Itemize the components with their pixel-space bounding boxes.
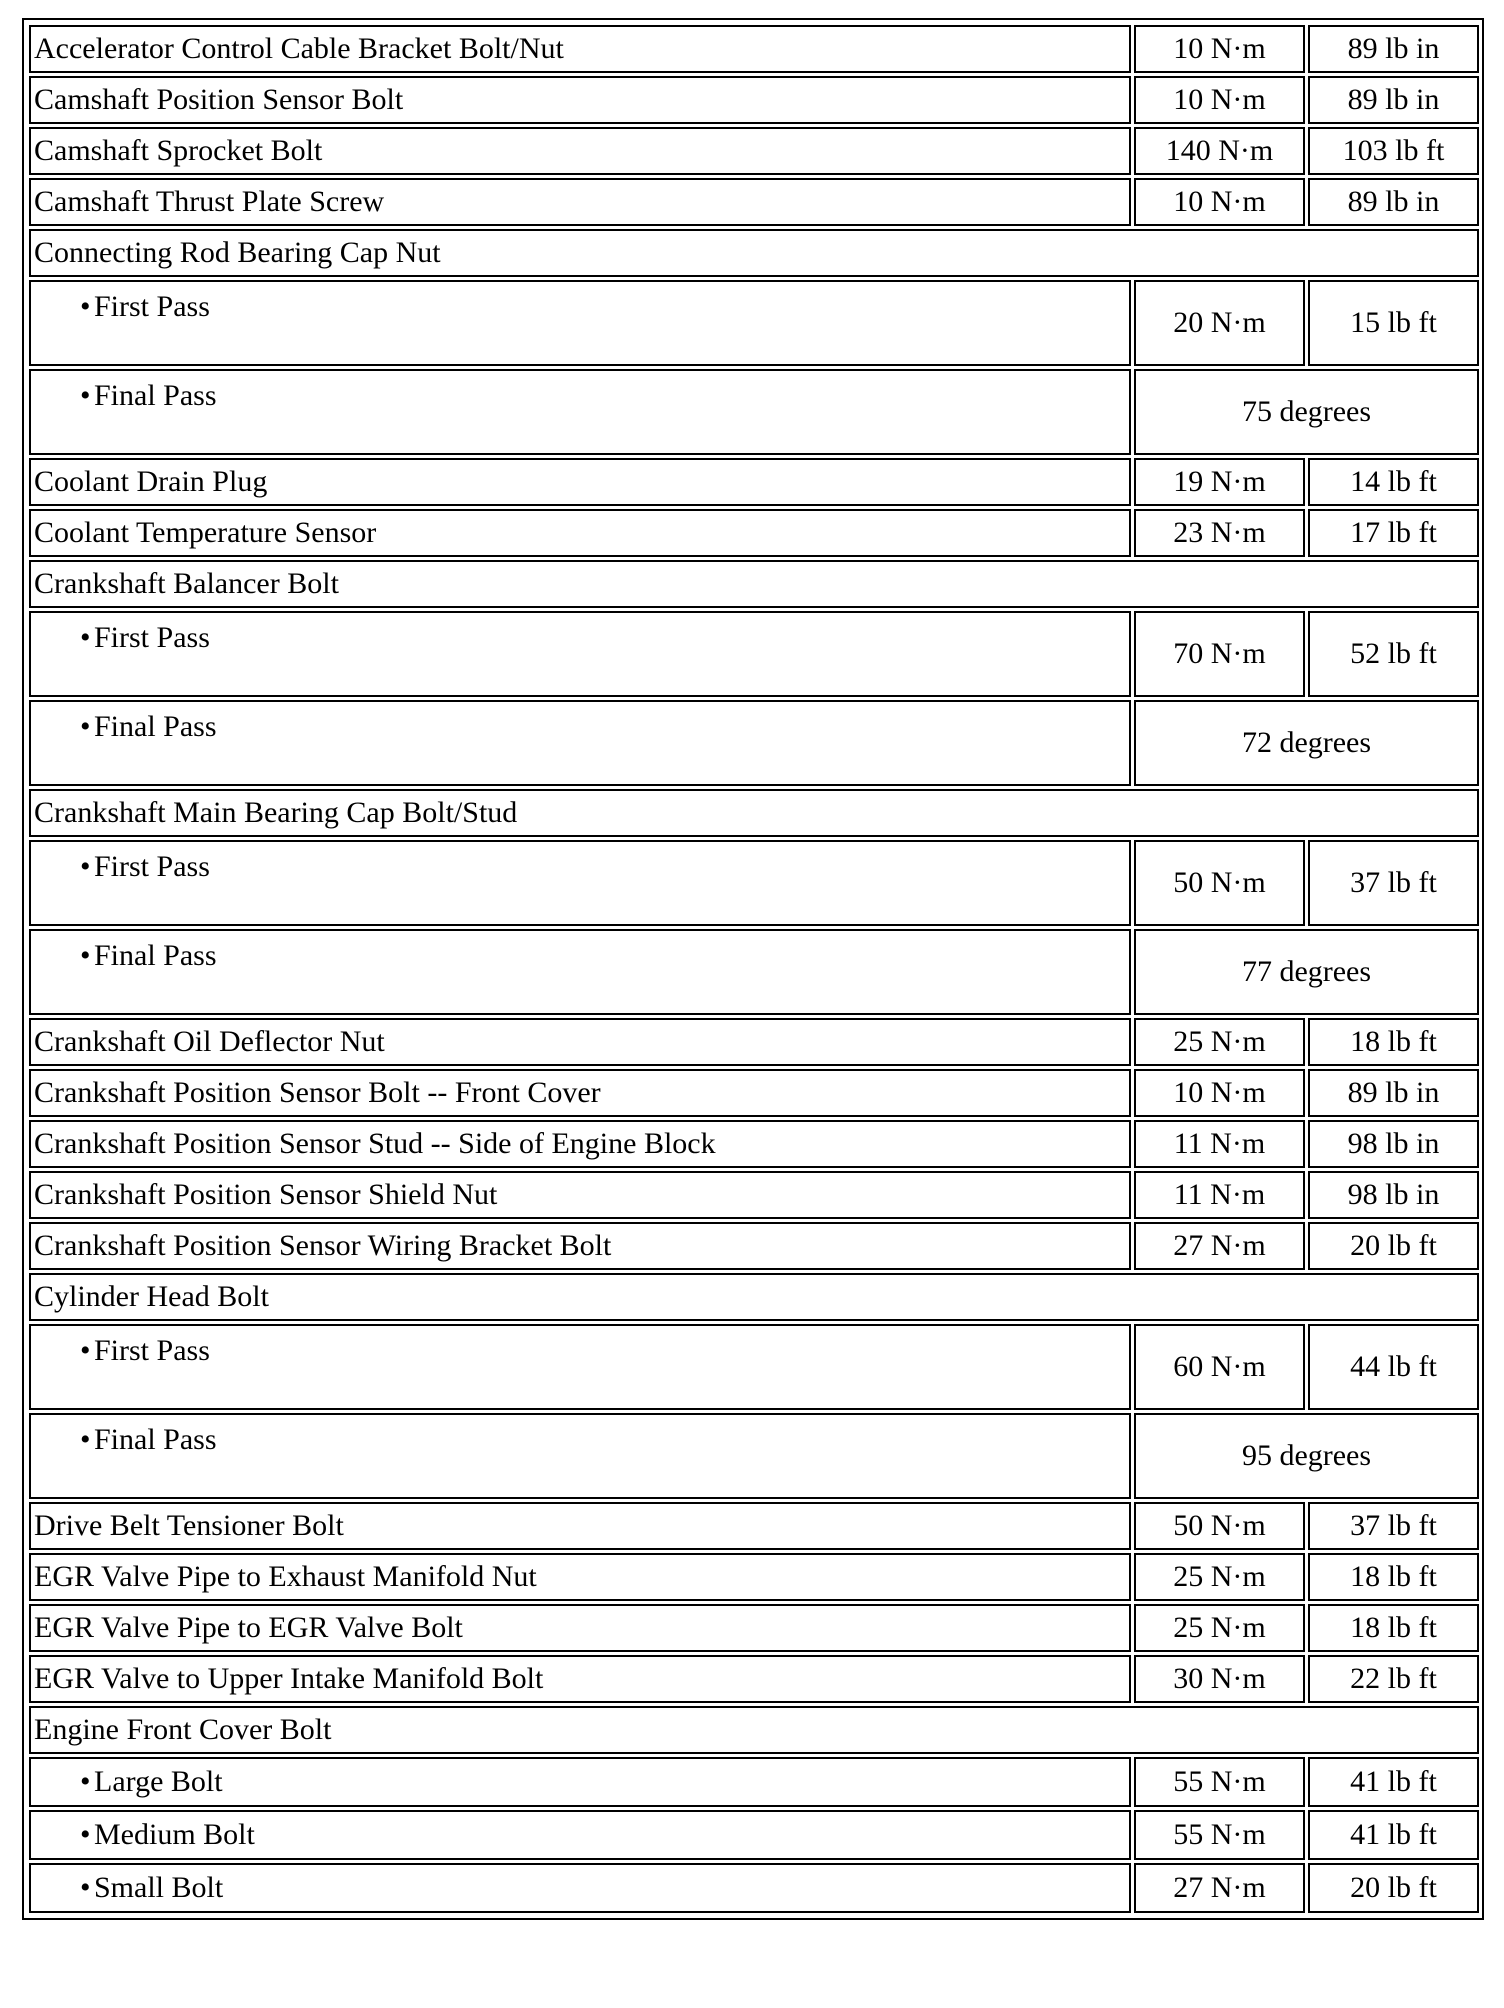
pass-name: First Pass (94, 1334, 210, 1367)
bullet-icon (34, 937, 94, 975)
table-row (29, 1604, 1479, 1652)
metric-torque: 23 N·m (1134, 509, 1305, 557)
english-torque: 98 lb in (1308, 1171, 1479, 1219)
sub-row (29, 611, 1479, 697)
bullet-icon (34, 1761, 94, 1803)
bullet-icon (34, 1814, 94, 1856)
torque-spec-table (26, 22, 1482, 1916)
table-row (29, 127, 1479, 175)
metric-torque: 10 N·m (1134, 76, 1305, 124)
pass-name: Final Pass (94, 939, 217, 972)
english-torque: 37 lb ft (1308, 1502, 1479, 1550)
fastener-name: Accelerator Control Cable Bracket Bolt/Nut (29, 25, 1131, 73)
table-row (29, 178, 1479, 226)
metric-torque: 55 N·m (1134, 1757, 1305, 1807)
fastener-group-name: Crankshaft Main Bearing Cap Bolt/Stud (29, 789, 1479, 837)
english-torque: 14 lb ft (1308, 458, 1479, 506)
angle-spec: 72 degrees (1134, 700, 1479, 786)
table-row (29, 1120, 1479, 1168)
metric-torque: 25 N·m (1134, 1018, 1305, 1066)
pass-name: Final Pass (94, 379, 217, 412)
metric-torque: 70 N·m (1134, 611, 1305, 697)
group-header-row (29, 1273, 1479, 1321)
metric-torque: 11 N·m (1134, 1171, 1305, 1219)
sub-row (29, 280, 1479, 366)
group-header-row (29, 1706, 1479, 1754)
english-torque: 44 lb ft (1308, 1324, 1479, 1410)
metric-torque: 60 N·m (1134, 1324, 1305, 1410)
english-torque: 37 lb ft (1308, 840, 1479, 926)
sub-row (29, 840, 1479, 926)
bullet-icon (34, 1421, 94, 1459)
table-row (29, 1655, 1479, 1703)
table-row (29, 1171, 1479, 1219)
fastener-name: Crankshaft Position Sensor Bolt -- Front Cover (29, 1069, 1131, 1117)
metric-torque: 55 N·m (1134, 1810, 1305, 1860)
fastener-name: EGR Valve to Upper Intake Manifold Bolt (29, 1655, 1131, 1703)
metric-torque: 140 N·m (1134, 127, 1305, 175)
metric-torque: 50 N·m (1134, 840, 1305, 926)
fastener-name: Crankshaft Position Sensor Wiring Bracket Bolt (29, 1222, 1131, 1270)
angle-spec: 95 degrees (1134, 1413, 1479, 1499)
table-row (29, 1018, 1479, 1066)
metric-torque: 25 N·m (1134, 1553, 1305, 1601)
english-torque: 17 lb ft (1308, 509, 1479, 557)
sub-row (29, 1863, 1479, 1913)
sub-row (29, 1810, 1479, 1860)
fastener-group-name: Engine Front Cover Bolt (29, 1706, 1479, 1754)
group-header-row (29, 229, 1479, 277)
pass-name: Final Pass (94, 1423, 217, 1456)
fastener-name: Crankshaft Oil Deflector Nut (29, 1018, 1131, 1066)
table-row (29, 1069, 1479, 1117)
bullet-icon (34, 1867, 94, 1909)
english-torque: 22 lb ft (1308, 1655, 1479, 1703)
table-row (29, 25, 1479, 73)
sub-row (29, 369, 1479, 455)
metric-torque: 25 N·m (1134, 1604, 1305, 1652)
table-row (29, 76, 1479, 124)
fastener-name: Coolant Drain Plug (29, 458, 1131, 506)
metric-torque: 10 N·m (1134, 25, 1305, 73)
fastener-name: Crankshaft Position Sensor Stud -- Side of Engine Block (29, 1120, 1131, 1168)
fastener-name: Crankshaft Position Sensor Shield Nut (29, 1171, 1131, 1219)
metric-torque: 27 N·m (1134, 1863, 1305, 1913)
torque-spec-table-frame (22, 18, 1484, 1920)
group-header-row (29, 560, 1479, 608)
fastener-name: EGR Valve Pipe to EGR Valve Bolt (29, 1604, 1131, 1652)
sub-row (29, 1413, 1479, 1499)
english-torque: 20 lb ft (1308, 1222, 1479, 1270)
english-torque: 89 lb in (1308, 178, 1479, 226)
bullet-icon (34, 848, 94, 886)
metric-torque: 30 N·m (1134, 1655, 1305, 1703)
group-header-row (29, 789, 1479, 837)
sub-row (29, 1324, 1479, 1410)
english-torque: 20 lb ft (1308, 1863, 1479, 1913)
fastener-name: EGR Valve Pipe to Exhaust Manifold Nut (29, 1553, 1131, 1601)
bolt-size-name: Medium Bolt (94, 1818, 255, 1851)
metric-torque: 10 N·m (1134, 1069, 1305, 1117)
pass-name: First Pass (94, 290, 210, 323)
metric-torque: 50 N·m (1134, 1502, 1305, 1550)
english-torque: 41 lb ft (1308, 1757, 1479, 1807)
english-torque: 89 lb in (1308, 76, 1479, 124)
table-row (29, 1502, 1479, 1550)
table-row (29, 509, 1479, 557)
metric-torque: 19 N·m (1134, 458, 1305, 506)
metric-torque: 11 N·m (1134, 1120, 1305, 1168)
sub-row (29, 1757, 1479, 1807)
fastener-name: Coolant Temperature Sensor (29, 509, 1131, 557)
bullet-icon (34, 288, 94, 326)
english-torque: 18 lb ft (1308, 1604, 1479, 1652)
pass-name: Final Pass (94, 710, 217, 743)
table-row (29, 458, 1479, 506)
fastener-name: Drive Belt Tensioner Bolt (29, 1502, 1131, 1550)
fastener-name: Camshaft Position Sensor Bolt (29, 76, 1131, 124)
angle-spec: 77 degrees (1134, 929, 1479, 1015)
table-row (29, 1553, 1479, 1601)
angle-spec: 75 degrees (1134, 369, 1479, 455)
bullet-icon (34, 1332, 94, 1370)
english-torque: 103 lb ft (1308, 127, 1479, 175)
fastener-group-name: Crankshaft Balancer Bolt (29, 560, 1479, 608)
english-torque: 41 lb ft (1308, 1810, 1479, 1860)
table-row (29, 1222, 1479, 1270)
fastener-group-name: Cylinder Head Bolt (29, 1273, 1479, 1321)
english-torque: 18 lb ft (1308, 1018, 1479, 1066)
bolt-size-name: Large Bolt (94, 1765, 223, 1798)
sub-row (29, 700, 1479, 786)
metric-torque: 10 N·m (1134, 178, 1305, 226)
fastener-group-name: Connecting Rod Bearing Cap Nut (29, 229, 1479, 277)
bolt-size-name: Small Bolt (94, 1871, 224, 1904)
english-torque: 89 lb in (1308, 25, 1479, 73)
english-torque: 18 lb ft (1308, 1553, 1479, 1601)
english-torque: 52 lb ft (1308, 611, 1479, 697)
fastener-name: Camshaft Sprocket Bolt (29, 127, 1131, 175)
english-torque: 15 lb ft (1308, 280, 1479, 366)
sub-row (29, 929, 1479, 1015)
bullet-icon (34, 377, 94, 415)
english-torque: 98 lb in (1308, 1120, 1479, 1168)
bullet-icon (34, 708, 94, 746)
bullet-icon (34, 619, 94, 657)
metric-torque: 20 N·m (1134, 280, 1305, 366)
english-torque: 89 lb in (1308, 1069, 1479, 1117)
pass-name: First Pass (94, 850, 210, 883)
fastener-name: Camshaft Thrust Plate Screw (29, 178, 1131, 226)
pass-name: First Pass (94, 621, 210, 654)
metric-torque: 27 N·m (1134, 1222, 1305, 1270)
